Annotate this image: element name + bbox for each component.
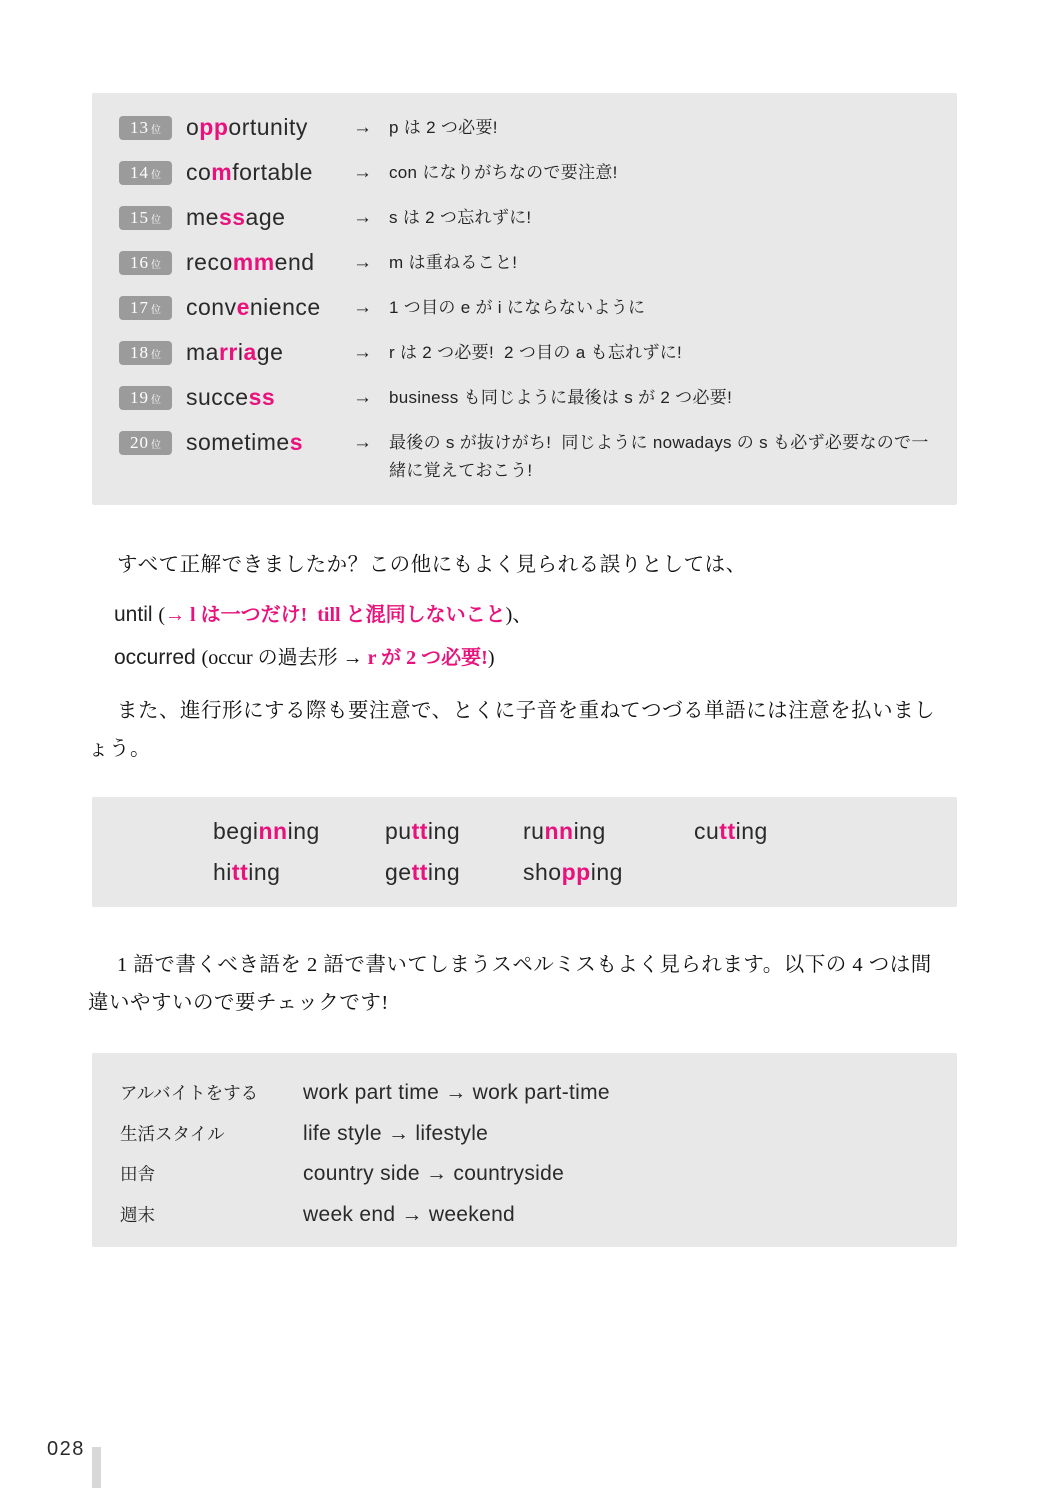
paragraph-gerund: また、進行形にする際も要注意で、とくに子音を重ねてつづる単語には注意を払いましょう。 bbox=[88, 700, 936, 760]
highlighted-letters: ss bbox=[248, 384, 276, 410]
plain-letters: sho bbox=[523, 859, 562, 885]
rank-number: 16 bbox=[130, 253, 149, 272]
plain-letters: ing bbox=[427, 818, 461, 844]
paragraph-intro: すべて正解できましたか？この他にもよく見られる誤りとしては、 bbox=[117, 554, 747, 576]
highlighted-letters: tt bbox=[719, 818, 736, 844]
rank-suffix: 位 bbox=[151, 169, 161, 181]
rank-note: business も同じように最後は s が 2 つ必要! bbox=[389, 388, 733, 407]
rank-note: m は重ねること! bbox=[389, 253, 518, 272]
highlighted-letters: a bbox=[243, 339, 257, 365]
ranking-row bbox=[119, 114, 935, 142]
ranking-row bbox=[119, 204, 935, 232]
plain-letters: ortunity bbox=[228, 114, 308, 140]
plain-letters: succe bbox=[186, 384, 249, 410]
compound-english: week end → weekend bbox=[303, 1202, 516, 1226]
text-segment: until bbox=[114, 603, 159, 626]
highlighted-letters: nn bbox=[258, 818, 288, 844]
arrow-icon: → bbox=[353, 162, 372, 183]
occurred-line bbox=[114, 642, 494, 675]
highlighted-letters: e bbox=[236, 294, 250, 320]
plain-letters: ing bbox=[735, 818, 768, 844]
rank-badge bbox=[119, 341, 172, 365]
plain-letters: cu bbox=[694, 818, 720, 844]
plain-letters: ing bbox=[590, 859, 623, 885]
highlighted-letters: s bbox=[289, 429, 303, 455]
rank-word bbox=[186, 114, 353, 141]
arrow-icon: → bbox=[353, 387, 372, 408]
plain-letters: o bbox=[186, 114, 200, 140]
rank-suffix: 位 bbox=[151, 304, 161, 316]
text-segment: r が 2 つ必要! bbox=[367, 647, 488, 669]
plain-letters: i bbox=[237, 339, 244, 365]
compound-list bbox=[120, 1079, 937, 1229]
highlighted-letters: pp bbox=[199, 114, 229, 140]
ing-word bbox=[523, 818, 694, 845]
plain-letters: nience bbox=[249, 294, 321, 320]
ing-word bbox=[385, 859, 523, 886]
rank-note: 1 つ目の e が i にならないように bbox=[389, 298, 646, 317]
rank-word bbox=[186, 429, 353, 456]
plain-letters: fortable bbox=[232, 159, 313, 185]
ranking-row bbox=[119, 159, 935, 187]
rank-note: con になりがちなので要注意! bbox=[389, 163, 618, 182]
highlighted-letters: tt bbox=[411, 859, 428, 885]
highlighted-letters: mm bbox=[232, 249, 275, 275]
paragraph-compound: 1 語で書くべき語を 2 語で書いてしまうスペルミスもよく見られます。以下の 4 つは間違いやすいので要チェックです! bbox=[88, 954, 932, 1014]
rank-word bbox=[186, 204, 353, 231]
plain-letters: hi bbox=[213, 859, 232, 885]
rank-suffix: 位 bbox=[151, 439, 161, 451]
rank-note: p は 2 つ必要! bbox=[389, 118, 498, 137]
text-segment: ( bbox=[158, 604, 166, 626]
plain-letters: ma bbox=[186, 339, 219, 365]
plain-letters: end bbox=[274, 249, 315, 275]
ing-word bbox=[213, 859, 385, 886]
plain-letters: begi bbox=[213, 818, 259, 844]
highlighted-letters: nn bbox=[544, 818, 574, 844]
plain-letters: reco bbox=[186, 249, 233, 275]
footer-bar bbox=[92, 1447, 101, 1488]
rank-badge bbox=[119, 161, 172, 185]
rank-suffix: 位 bbox=[151, 214, 161, 226]
plain-letters: ge bbox=[256, 339, 284, 365]
text-segment: (occur の過去形 → bbox=[201, 647, 368, 669]
ranking-list bbox=[119, 114, 935, 485]
highlighted-letters: m bbox=[211, 159, 233, 185]
ing-word bbox=[694, 818, 937, 845]
rank-suffix: 位 bbox=[151, 124, 161, 136]
rank-word bbox=[186, 159, 353, 186]
arrow-icon: → bbox=[353, 432, 372, 453]
highlighted-letters: tt bbox=[411, 818, 428, 844]
ranking-row bbox=[119, 339, 935, 367]
ranking-row bbox=[119, 384, 935, 412]
rank-suffix: 位 bbox=[151, 349, 161, 361]
rank-word bbox=[186, 249, 353, 276]
ing-word bbox=[213, 818, 385, 845]
rank-number: 18 bbox=[130, 343, 149, 362]
rank-word bbox=[186, 294, 353, 321]
plain-letters: pu bbox=[385, 818, 412, 844]
arrow-icon: → bbox=[353, 252, 372, 273]
ing-word bbox=[523, 859, 694, 886]
ing-box bbox=[92, 797, 957, 907]
compound-row bbox=[120, 1201, 937, 1229]
compound-label: 生活スタイル bbox=[120, 1123, 225, 1144]
until-line bbox=[114, 599, 532, 632]
plain-letters: ing bbox=[427, 859, 461, 885]
plain-letters: co bbox=[186, 159, 212, 185]
rank-badge bbox=[119, 116, 172, 140]
rank-badge bbox=[119, 296, 172, 320]
compound-label: アルバイトをする bbox=[120, 1083, 259, 1103]
page-number: 028 bbox=[47, 1438, 85, 1460]
ranking-row bbox=[119, 429, 935, 485]
rank-suffix: 位 bbox=[151, 259, 161, 271]
ing-word-list bbox=[213, 818, 937, 886]
compound-label: 週末 bbox=[120, 1204, 155, 1225]
highlighted-letters: ss bbox=[218, 204, 246, 230]
rank-number: 19 bbox=[130, 388, 149, 407]
ranking-row bbox=[119, 294, 935, 322]
rank-word bbox=[186, 384, 353, 411]
compound-english: work part time → work part-time bbox=[303, 1081, 610, 1104]
plain-letters: sometime bbox=[186, 429, 290, 455]
plain-letters: conv bbox=[186, 294, 237, 320]
rank-number: 13 bbox=[130, 118, 149, 137]
text-segment: occurred bbox=[114, 646, 202, 669]
ing-word bbox=[385, 818, 523, 845]
compound-english: life style → lifestyle bbox=[303, 1121, 489, 1145]
rank-note: s は 2 つ忘れずに! bbox=[389, 208, 532, 227]
rank-badge bbox=[119, 431, 172, 455]
text-segment: ) bbox=[487, 647, 495, 669]
rank-number: 20 bbox=[130, 433, 149, 452]
compound-english: country side → countryside bbox=[303, 1162, 565, 1185]
compound-row bbox=[120, 1160, 937, 1188]
plain-letters: ge bbox=[385, 859, 412, 885]
rank-number: 14 bbox=[130, 163, 149, 182]
plain-letters: age bbox=[245, 204, 286, 230]
plain-letters: ru bbox=[523, 818, 545, 844]
compound-label: 田舎 bbox=[120, 1164, 155, 1184]
compound-box bbox=[92, 1053, 957, 1247]
arrow-icon: → bbox=[353, 117, 372, 138]
plain-letters: ing bbox=[573, 818, 606, 844]
rank-badge bbox=[119, 251, 172, 275]
plain-letters: me bbox=[186, 204, 219, 230]
ranking-row bbox=[119, 249, 935, 277]
rank-badge bbox=[119, 386, 172, 410]
arrow-icon: → bbox=[353, 207, 372, 228]
rank-note: 最後の s が抜けがち! 同じように nowadays の s も必ず必要なので一緒に覚えておこう! bbox=[389, 433, 929, 480]
ranking-box bbox=[92, 93, 957, 505]
arrow-icon: → bbox=[353, 342, 372, 363]
rank-word bbox=[186, 339, 353, 366]
arrow-icon: → bbox=[353, 297, 372, 318]
rank-suffix: 位 bbox=[151, 394, 161, 406]
rank-number: 17 bbox=[130, 298, 149, 317]
text-segment: )、 bbox=[505, 604, 533, 626]
compound-row bbox=[120, 1120, 937, 1148]
text-segment: → l は一つだけ! till と混同しないこと bbox=[165, 604, 506, 626]
highlighted-letters: pp bbox=[561, 859, 591, 885]
rank-badge bbox=[119, 206, 172, 230]
rank-note: r は 2 つ必要! 2 つ目の a も忘れずに! bbox=[389, 343, 683, 362]
plain-letters: ing bbox=[287, 818, 320, 844]
rank-number: 15 bbox=[130, 208, 149, 227]
plain-letters: ing bbox=[248, 859, 281, 885]
highlighted-letters: tt bbox=[231, 859, 249, 885]
highlighted-letters: rr bbox=[218, 339, 238, 365]
compound-row bbox=[120, 1079, 937, 1107]
